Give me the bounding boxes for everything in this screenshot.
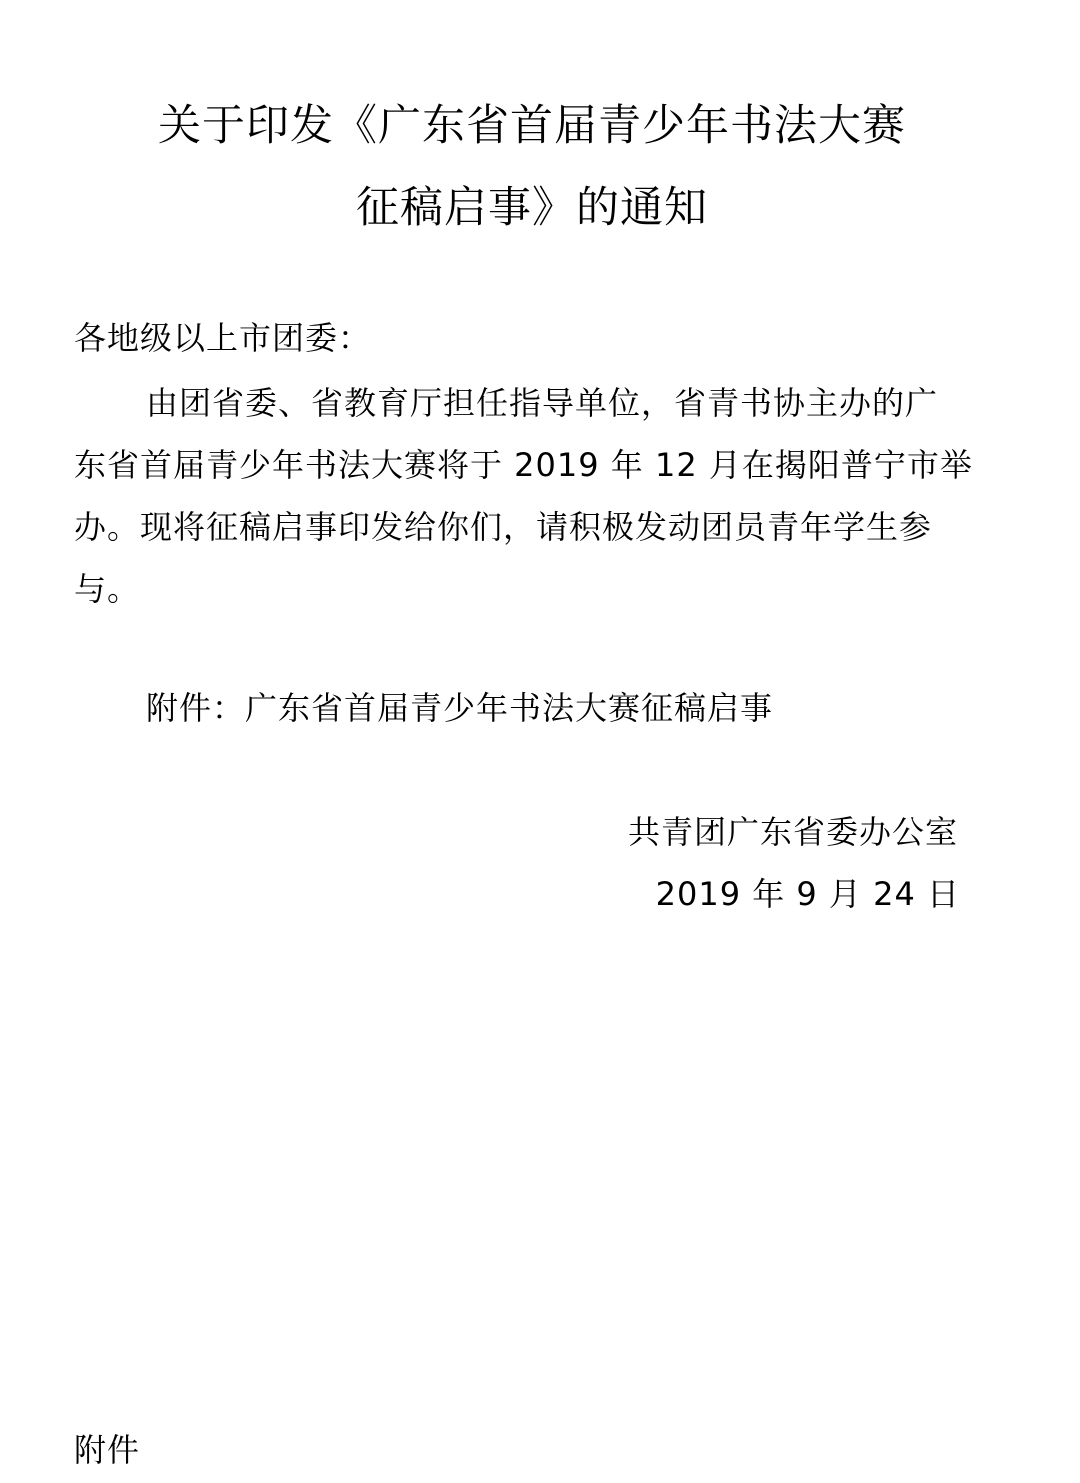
document-title-line-1: 关于印发《广东省首届青少年书法大赛 bbox=[158, 101, 906, 151]
document-title-line-2: 征稿启事》的通知 bbox=[356, 183, 708, 233]
salutation: 各地级以上市团委： bbox=[74, 319, 372, 357]
body-paragraph-line: 由团省委、省教育厅担任指导单位，省青书协主办的广 bbox=[146, 384, 939, 422]
body-paragraph-line: 办。现将征稿启事印发给你们，请积极发动团员青年学生参 bbox=[74, 508, 933, 546]
signature-organization: 共青团广东省委办公室 bbox=[627, 813, 958, 851]
body-paragraph-line: 与。 bbox=[74, 570, 141, 608]
body-paragraph-line: 东省首届青少年书法大赛将于 2019 年 12 月在揭阳普宁市举 bbox=[74, 446, 973, 484]
attachment-reference: 附件：广东省首届青少年书法大赛征稿启事 bbox=[146, 689, 774, 727]
signature-date: 2019 年 9 月 24 日 bbox=[655, 875, 960, 913]
attachment-heading: 附件 bbox=[74, 1431, 141, 1469]
